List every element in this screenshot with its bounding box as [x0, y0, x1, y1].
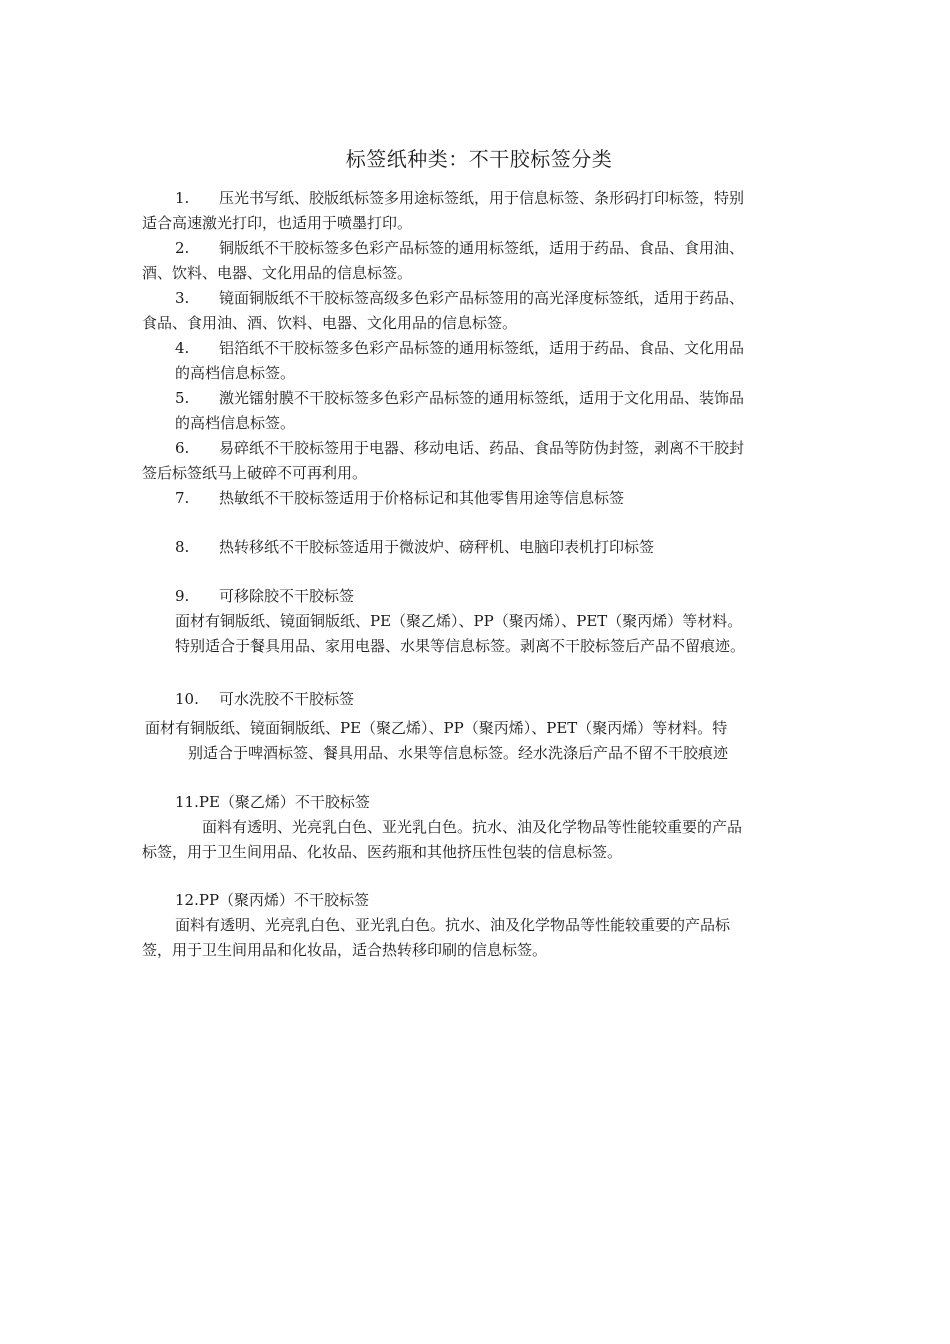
- list-item-11-line-2: 面料有透明、光亮乳白色、亚光乳白色。抗水、油及化学物品等性能较重要的产品: [202, 818, 743, 836]
- list-item-10-line-2: 面材有铜版纸、镜面铜版纸、PE（聚乙烯）、PP（聚丙烯）、PET（聚丙烯）等材料。特: [145, 719, 728, 737]
- list-item-11-line-3: 标签，用于卫生间用品、化妆品、医药瓶和其他挤压性包装的信息标签。: [142, 843, 623, 861]
- item-number: 12.: [175, 891, 199, 909]
- item-number: 7.: [175, 489, 190, 507]
- list-item-11-line-1: [175, 791, 370, 813]
- list-item-3-line-1: [175, 287, 744, 309]
- item-text: 热转移纸不干胶标签适用于微波炉、磅秤机、电脑印表机打印标签: [219, 538, 655, 556]
- list-item-9-line-1: [175, 585, 354, 607]
- list-item-4-line-2: 的高档信息标签。: [175, 364, 296, 382]
- item-text: PE（聚乙烯）不干胶标签: [198, 793, 370, 811]
- list-item-10-line-1: [175, 688, 354, 710]
- item-text: 可移除胶不干胶标签: [219, 587, 355, 605]
- list-item-9-line-2: 面材有铜版纸、镜面铜版纸、PE（聚乙烯）、PP（聚丙烯）、PET（聚丙烯）等材料。: [175, 612, 743, 630]
- item-text: 可水洗胶不干胶标签: [219, 690, 355, 708]
- item-number: 3.: [175, 289, 190, 307]
- item-text: 铜版纸不干胶标签多色彩产品标签的通用标签纸，适用于药品、食品、食用油、: [219, 239, 745, 257]
- list-item-2-line-2: 酒、饮料、电器、文化用品的信息标签。: [142, 264, 413, 282]
- list-item-4-line-1: [175, 337, 744, 359]
- list-item-2-line-1: [175, 237, 744, 259]
- list-item-6-line-2: 签后标签纸马上破碎不可再利用。: [142, 464, 368, 482]
- item-number: 5.: [175, 389, 190, 407]
- item-text: 镜面铜版纸不干胶标签高级多色彩产品标签用的高光泽度标签纸，适用于药品、: [219, 289, 745, 307]
- list-item-12-line-3: 签，用于卫生间用品和化妆品，适合热转移印刷的信息标签。: [142, 941, 548, 959]
- list-item-6-line-1: [175, 437, 744, 459]
- list-item-8-line-1: [175, 536, 654, 558]
- list-item-3-line-2: 食品、食用油、酒、饮料、电器、文化用品的信息标签。: [142, 314, 518, 332]
- item-number: 6.: [175, 439, 190, 457]
- list-item-1-line-1: [175, 187, 744, 209]
- item-number: 11.: [175, 793, 199, 811]
- list-item-12-line-1: [175, 889, 369, 911]
- list-item-5-line-1: [175, 387, 744, 409]
- item-number: 8.: [175, 538, 190, 556]
- item-text: 压光书写纸、胶版纸标签多用途标签纸，用于信息标签、条形码打印标签，特别: [219, 189, 745, 207]
- item-number: 10.: [175, 690, 199, 708]
- list-item-7-line-1: [175, 487, 624, 509]
- item-text: 铝箔纸不干胶标签多色彩产品标签的通用标签纸，适用于药品、食品、文化用品: [219, 339, 745, 357]
- item-text: 激光镭射膜不干胶标签多色彩产品标签的通用标签纸，适用于文化用品、装饰品: [219, 389, 745, 407]
- item-text: PP（聚丙烯）不干胶标签: [198, 891, 370, 909]
- item-text: 易碎纸不干胶标签用于电器、移动电话、药品、食品等防伪封签，剥离不干胶封: [219, 439, 745, 457]
- list-item-10-line-3: 别适合于啤酒标签、餐具用品、水果等信息标签。经水洗涤后产品不留不干胶痕迹: [188, 744, 729, 762]
- list-item-12-line-2: 面料有透明、光亮乳白色、亚光乳白色。抗水、油及化学物品等性能较重要的产品标: [175, 916, 731, 934]
- list-item-1-line-2: 适合高速激光打印，也适用于喷墨打印。: [142, 214, 413, 232]
- item-number: 4.: [175, 339, 190, 357]
- item-number: 9.: [175, 587, 190, 605]
- item-number: 2.: [175, 239, 190, 257]
- item-number: 1.: [175, 189, 190, 207]
- page-title: 标签纸种类：不干胶标签分类: [345, 147, 613, 171]
- list-item-9-line-3: 特别适合于餐具用品、家用电器、水果等信息标签。剥离不干胶标签后产品不留痕迹。: [175, 637, 746, 655]
- item-text: 热敏纸不干胶标签适用于价格标记和其他零售用途等信息标签: [219, 489, 625, 507]
- list-item-5-line-2: 的高档信息标签。: [175, 414, 296, 432]
